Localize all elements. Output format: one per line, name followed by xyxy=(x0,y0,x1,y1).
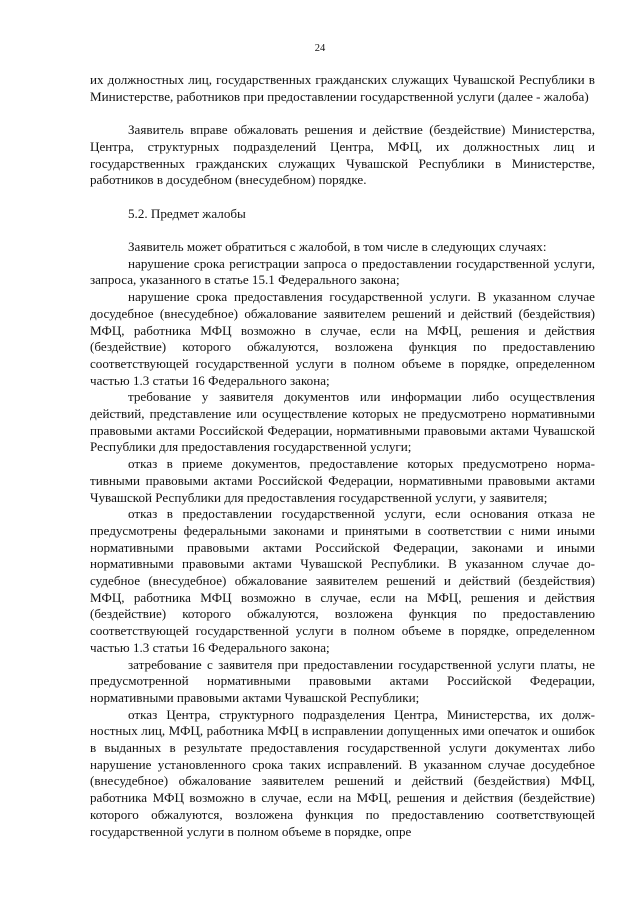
list-item-service-delay: нарушение срока предоставления государственной услуги. В указанном случае досудебное (внесудебное) обжалование заявителем решений и действий (бездействия) МФЦ, работника МФЦ возможно в случае, если на МФЦ, решения и действия (бездействие) которого обжалуются, возложена функция по предоставлению соответствующей государственной услуги в полном объеме в порядке, определенном частью 1.3 статьи 16 Федерального закона; xyxy=(90,289,595,388)
page-number: 24 xyxy=(314,43,326,54)
list-item-document-refusal: отказ в приеме документов, предоставление которых предусмотрено нормативными правовыми актами Российской Федерации, нормативными правовыми актами Чувашской Республики для предоставления государственной услуги, у заявителя; xyxy=(90,456,595,505)
paragraph-appeal-right: Заявитель вправе обжаловать решения и действие (бездействие) Министерства, Центра, структурных подразделений Центра, МФЦ, их должностных лиц и государственных гражданских служащих Чувашской Республики в Министерстве, работников в досудебном (внесудебном) порядке. xyxy=(90,122,595,188)
list-item-fee-demand: затребование с заявителя при предоставлении государственной услуги платы, не предусмотренной нормативными правовыми актами Российской Федерации, нормативными правовыми актами Чувашской Республики; xyxy=(90,656,595,705)
list-item-service-refusal: отказ в предоставлении государственной услуги, если основания отказа не предусмотрены федеральными законами и принятыми в соответствии с ними иными нормативными правовыми актами Российской Федерации, законами и иными нормативными правовыми актами Чувашской Республики. В указанном случае досудебное (внесудебное) обжалование заявителем решений и действий (бездействия) МФЦ, работника МФЦ возможно в случае, если на МФЦ, решения и действия (бездействие) которого обжалуются, возложена функция по предоставлению соответствующей государственной услуги в полном объеме в порядке, определенном частью 1.3 статьи 16 Федерального закона; xyxy=(90,506,595,655)
list-item-registration-delay: нарушение срока регистрации запроса о предоставлении государственной услуги, запроса, указанного в статье 15.1 Федерального закона; xyxy=(90,255,595,288)
list-item-correction-refusal: отказ Центра, структурного подразделения Центра, Министерства, их должностных лиц, МФЦ, работника МФЦ в исправлении допущенных ими опечаток и ошибок в выданных в результате предоставления государственной услуги документах либо нарушение установленного срока таких исправлений. В указанном случае досудебное (внесудебное) обжалование заявителем решений и действий (бездействия) МФЦ, работника МФЦ возможно в случае, если на МФЦ, решения и действия (бездействие) которого обжалуются, возложена функция по предоставлению соответствующей государственной услуги в полном объеме в порядке, опре xyxy=(90,706,595,839)
paragraph-continuation: их должностных лиц, государственных гражданских служащих Чувашской Республики в Министерстве, работников при предоставлении государственной услуги (далее - жалоба) xyxy=(90,72,595,104)
page-body xyxy=(90,72,595,840)
list-item-document-requirement: требование у заявителя документов или информации либо осуществления действий, представление или осуществление которых не предусмотрено нормативными правовыми актами Российской Федерации, нормативными правовыми актами Чувашской Республики для предоставления государственной услуги; xyxy=(90,389,595,455)
paragraph-cases-intro: Заявитель может обратиться с жалобой, в том числе в следующих случаях: xyxy=(128,238,547,254)
section-heading: 5.2. Предмет жалобы xyxy=(128,205,246,221)
